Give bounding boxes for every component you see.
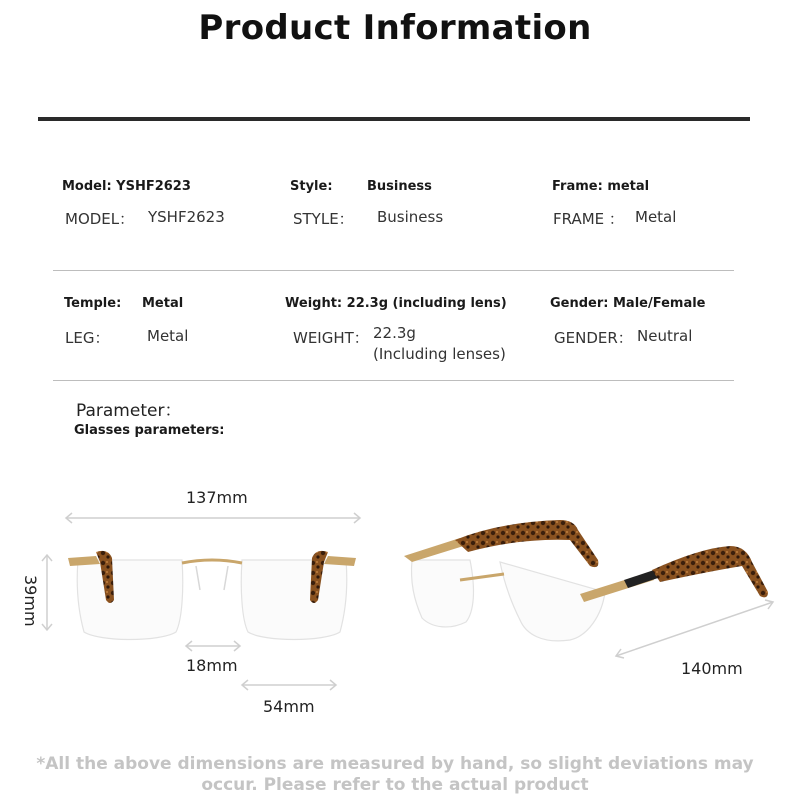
leg-label: LEG：	[65, 329, 110, 347]
style-bold-label: Style:	[290, 179, 333, 194]
leg-value: Metal	[147, 327, 189, 345]
weight-label: WEIGHT：	[293, 329, 369, 347]
frame-value: Metal	[635, 208, 677, 226]
measurement-disclaimer	[0, 754, 790, 796]
gender-bold: Gender: Male/Female	[550, 296, 706, 311]
temple-bold-value: Metal	[142, 296, 184, 311]
width-arrow	[66, 513, 360, 523]
style-bold-value: Business	[367, 179, 432, 194]
frame-bold: Frame: metal	[552, 179, 650, 194]
lens-width-label: 54mm	[263, 697, 315, 716]
front-view-glasses	[68, 551, 356, 640]
parameter-heading: Parameter：	[76, 401, 182, 421]
temple-bold-label: Temple:	[64, 296, 122, 311]
weight-value-line2: (Including lenses)	[373, 345, 506, 363]
bridge-arrow	[186, 641, 240, 651]
height-arrow	[42, 555, 52, 630]
gender-label: GENDER：	[554, 329, 633, 347]
bridge-label: 18mm	[186, 656, 238, 675]
lens-width-arrow	[242, 680, 336, 690]
lens-height-label: 39mm	[21, 575, 40, 627]
model-value: YSHF2623	[148, 208, 225, 226]
page-title: Product Information	[198, 8, 592, 48]
disclaimer-line-2: occur. Please refer to the actual product	[201, 775, 589, 795]
total-width-label: 137mm	[186, 488, 248, 507]
model-bold: Model: YSHF2623	[62, 179, 191, 194]
frame-label: FRAME ：	[553, 210, 624, 228]
style-label: STYLE：	[293, 210, 354, 228]
weight-value-line1: 22.3g	[373, 324, 416, 342]
style-value: Business	[377, 208, 444, 226]
temple-length-label: 140mm	[681, 659, 743, 678]
glasses-parameters-heading: Glasses parameters:	[74, 423, 225, 438]
weight-bold: Weight: 22.3g (including lens)	[285, 296, 507, 311]
gender-value: Neutral	[637, 327, 693, 345]
disclaimer-line-1: *All the above dimensions are measured by hand, so slight deviations may	[36, 754, 754, 774]
temple-length-arrow	[616, 600, 773, 658]
model-label: MODEL：	[65, 210, 135, 228]
